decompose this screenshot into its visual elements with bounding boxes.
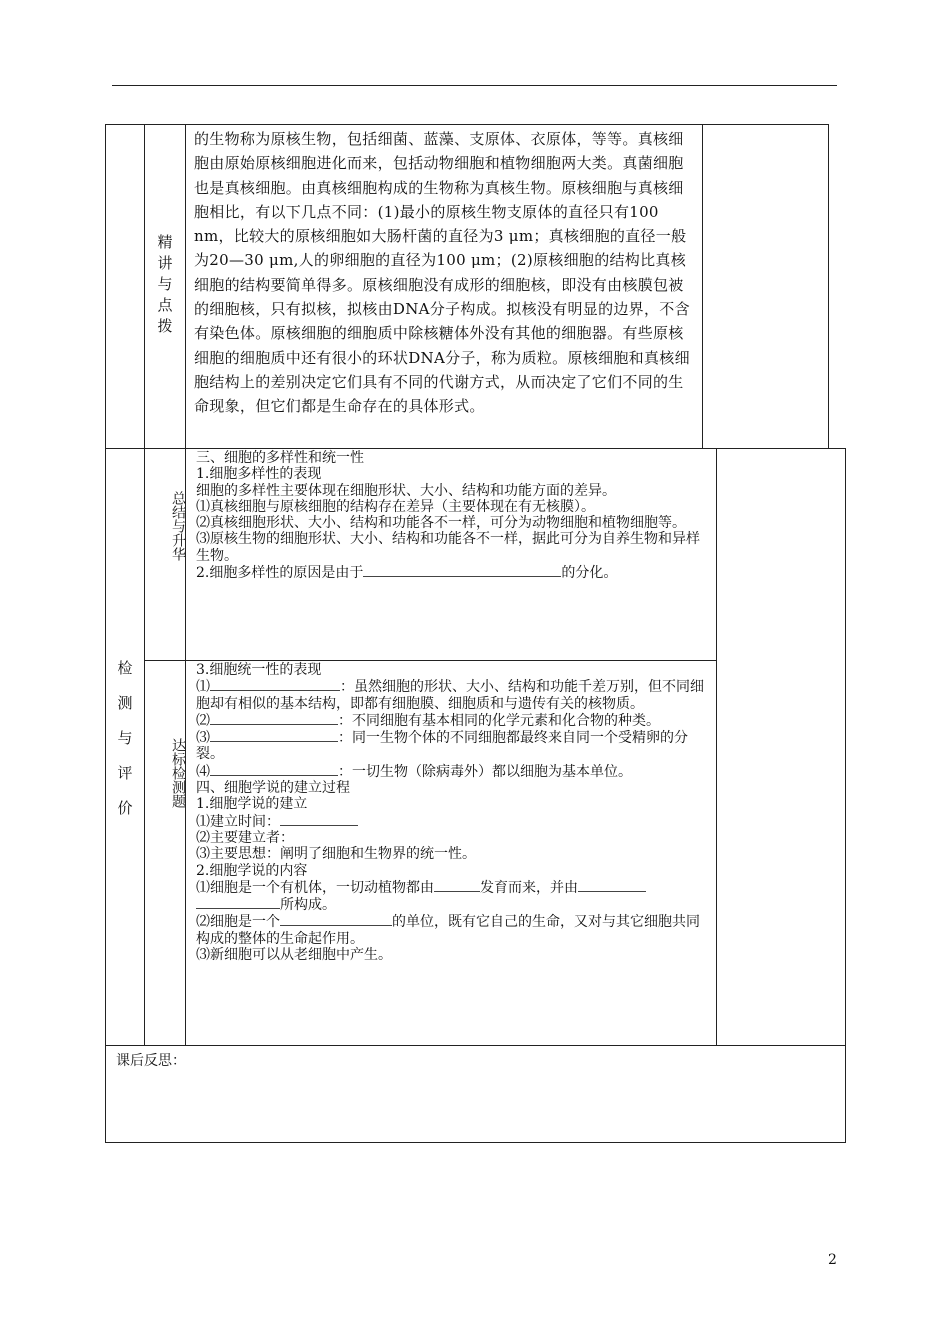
- test-line-2: ⑴ ：虽然细胞的形状、大小、结构和功能千差万别，但不同细胞却有相似的基本结构，即都有细胞膜、细胞质和与遗传有关的核物质。: [196, 679, 704, 712]
- summary-label: 总结与升华: [170, 490, 186, 561]
- test-line-5: ⑷ ：一切生物（除病毒外）都以细胞为基本单位。: [196, 763, 632, 780]
- test-line-9: ⑵主要建立者：: [196, 829, 294, 846]
- test-line-8: ⑴建立时间：: [196, 813, 712, 830]
- section2-outer-label: 检测与评价: [115, 659, 134, 835]
- summary-line-2: 细胞的多样性主要体现在细胞形状、大小、结构和功能方面的差异。: [196, 482, 616, 499]
- answer-blank[interactable]: [210, 678, 340, 691]
- summary-line-3: ⑴真核细胞与原核细胞的结构存在差异（主要体现在有无核膜）。: [196, 498, 595, 515]
- test-line-3: ⑵ ：不同细胞有基本相同的化学元素和化合物的种类。: [196, 712, 660, 729]
- answer-blank[interactable]: [280, 813, 358, 826]
- page-number: 2: [828, 1252, 837, 1268]
- test-line-1: 3.细胞统一性的表现: [196, 662, 322, 678]
- summary-content-cell: [185, 448, 717, 661]
- reflection-label: 课后反思：: [116, 1053, 186, 1069]
- test-line-6: 四、细胞学说的建立过程: [196, 780, 350, 797]
- summary-title: 三、细胞的多样性和统一性: [196, 450, 364, 466]
- header-rule: [112, 85, 837, 86]
- test-content-cell: [185, 660, 717, 1046]
- answer-blank[interactable]: [210, 763, 338, 776]
- section1-content-cell: [185, 124, 703, 449]
- answer-blank[interactable]: [210, 729, 338, 742]
- section1-label: 精讲与点拨: [155, 234, 174, 339]
- test-line-7: 1.细胞学说的建立: [196, 796, 308, 813]
- summary-line-4: ⑵真核细胞形状、大小、结构和功能各不一样，可分为动物细胞和植物细胞等。: [196, 515, 686, 532]
- answer-blank[interactable]: [210, 712, 338, 725]
- answer-blank[interactable]: [363, 564, 561, 577]
- test-line-10: ⑶主要思想：阐明了细胞和生物界的统一性。: [196, 846, 476, 863]
- summary-notes-cell: [716, 448, 846, 1046]
- test-label: 达标检测题: [170, 738, 186, 808]
- answer-blank[interactable]: [280, 913, 392, 926]
- reflection-cell: [105, 1045, 846, 1143]
- test-label-cell: [144, 660, 186, 1046]
- test-line-4: ⑶ ：同一生物个体的不同细胞都最终来自同一个受精卵的分裂。: [196, 730, 688, 763]
- answer-blank[interactable]: [434, 879, 480, 892]
- test-line-12: ⑴细胞是一个有机体，一切动植物都由 发育而来，并由 所构成。: [196, 879, 712, 914]
- test-line-14: ⑶新细胞可以从老细胞中产生。: [196, 947, 392, 964]
- answer-blank[interactable]: [196, 896, 280, 909]
- summary-line-6: 2.细胞多样性的原因是由于 的分化。: [196, 565, 618, 582]
- summary-line-5: ⑶原核生物的细胞形状、大小、结构和功能各不一样，据此可分为自养生物和异样生物。: [196, 531, 700, 564]
- summary-line-1: 1.细胞多样性的表现: [196, 466, 322, 483]
- test-line-11: 2.细胞学说的内容: [196, 862, 308, 879]
- section1-outer-cell: [105, 124, 145, 449]
- test-line-13: ⑵细胞是一个 的单位，既有它自己的生命，又对与其它细胞共同构成的整体的生命起作用。: [196, 914, 700, 947]
- answer-blank[interactable]: [578, 879, 646, 892]
- section1-notes-cell: [702, 124, 829, 449]
- section1-paragraph: 的生物称为原核生物，包括细菌、蓝藻、支原体、衣原体，等等。真核细胞由原始原核细胞进化而来，包括动物细胞和植物细胞两大类。真菌细胞也是真核细胞。由真核细胞构成的生物称为真核生物。原核细胞与真核细胞相比，有以下几点不同：(1)最小的原核生物支原体的直径只有100 nm，比较大的原核细胞如大肠杆菌的直径为3 μm；真核细胞的直径一般为20—30 μm,人的卵细胞的直径为100 μm；(2)原核细胞的结构比真核细胞的结构要简单得多。原核细胞没有成形的细胞核，即没有由核膜包被的细胞核，只有拟核，拟核由DNA分子构成。拟核没有明显的边界，不含有染色体。原核细胞的细胞质中除核糖体外没有其他的细胞器。有些原核细胞的细胞质中还有很小的环状DNA分子，称为质粒。原核细胞和真核细胞结构上的差别决定它们具有不同的代谢方式，从而决定了它们不同的生命现象，但它们都是生命存在的具体形式。: [194, 130, 690, 416]
